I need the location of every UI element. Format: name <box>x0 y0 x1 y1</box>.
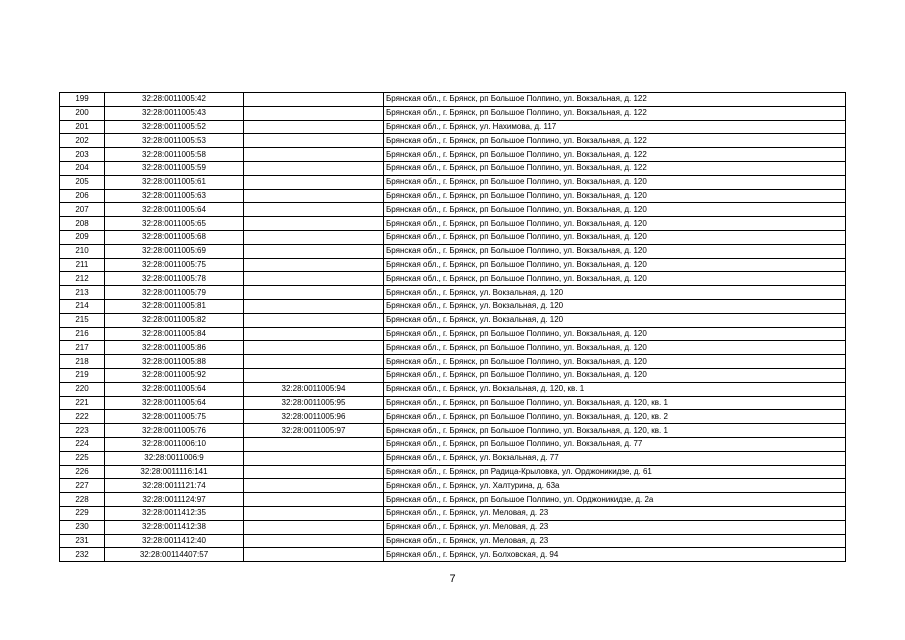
table-row <box>60 396 846 410</box>
row-number-cell: 212 <box>60 272 105 286</box>
address-cell: Брянская обл., г. Брянск, рп Большое Полпино, ул. Вокзальная, д. 120 <box>384 341 846 355</box>
secondary-cadastral-number-cell: 32:28:0011005:97 <box>244 424 384 438</box>
row-number-cell: 206 <box>60 189 105 203</box>
cadastral-number-cell: 32:28:0011005:53 <box>105 134 244 148</box>
row-number-cell: 221 <box>60 396 105 410</box>
row-number-cell: 199 <box>60 93 105 107</box>
secondary-cadastral-number-cell <box>244 189 384 203</box>
table-row <box>60 93 846 107</box>
register-table-body <box>60 93 846 562</box>
table-row <box>60 465 846 479</box>
row-number-cell: 207 <box>60 203 105 217</box>
secondary-cadastral-number-cell <box>244 534 384 548</box>
address-cell: Брянская обл., г. Брянск, рп Большое Полпино, ул. Вокзальная, д. 120 <box>384 175 846 189</box>
table-row <box>60 520 846 534</box>
cadastral-number-cell: 32:28:0011005:52 <box>105 120 244 134</box>
secondary-cadastral-number-cell <box>244 244 384 258</box>
cadastral-number-cell: 32:28:0011005:82 <box>105 313 244 327</box>
table-row <box>60 217 846 231</box>
cadastral-number-cell: 32:28:0011005:58 <box>105 148 244 162</box>
table-row <box>60 341 846 355</box>
cadastral-number-cell: 32:28:0011005:84 <box>105 327 244 341</box>
row-number-cell: 210 <box>60 244 105 258</box>
table-row <box>60 313 846 327</box>
row-number-cell: 229 <box>60 506 105 520</box>
cadastral-number-cell: 32:28:0011005:79 <box>105 286 244 300</box>
row-number-cell: 230 <box>60 520 105 534</box>
row-number-cell: 213 <box>60 286 105 300</box>
cadastral-number-cell: 32:28:0011005:61 <box>105 175 244 189</box>
table-row <box>60 355 846 369</box>
cadastral-number-cell: 32:28:0011005:69 <box>105 244 244 258</box>
table-row <box>60 134 846 148</box>
table-row <box>60 299 846 313</box>
table-row <box>60 479 846 493</box>
cadastral-number-cell: 32:28:0011005:64 <box>105 203 244 217</box>
secondary-cadastral-number-cell <box>244 106 384 120</box>
secondary-cadastral-number-cell <box>244 299 384 313</box>
table-row <box>60 506 846 520</box>
cadastral-number-cell: 32:28:0011005:78 <box>105 272 244 286</box>
secondary-cadastral-number-cell: 32:28:0011005:94 <box>244 382 384 396</box>
page-number: 7 <box>449 573 456 585</box>
table-row <box>60 189 846 203</box>
cadastral-number-cell: 32:28:0011005:64 <box>105 382 244 396</box>
secondary-cadastral-number-cell <box>244 520 384 534</box>
table-row <box>60 534 846 548</box>
cadastral-number-cell: 32:28:0011005:92 <box>105 368 244 382</box>
cadastral-number-cell: 32:28:0011121:74 <box>105 479 244 493</box>
address-cell: Брянская обл., г. Брянск, рп Большое Полпино, ул. Вокзальная, д. 120 <box>384 258 846 272</box>
table-row <box>60 437 846 451</box>
table-row <box>60 382 846 396</box>
row-number-cell: 204 <box>60 161 105 175</box>
address-cell: Брянская обл., г. Брянск, рп Большое Полпино, ул. Вокзальная, д. 120 <box>384 203 846 217</box>
row-number-cell: 222 <box>60 410 105 424</box>
cadastral-number-cell: 32:28:0011412:35 <box>105 506 244 520</box>
cadastral-number-cell: 32:28:0011005:86 <box>105 341 244 355</box>
secondary-cadastral-number-cell <box>244 479 384 493</box>
row-number-cell: 223 <box>60 424 105 438</box>
cadastral-number-cell: 32:28:0011116:141 <box>105 465 244 479</box>
cadastral-number-cell: 32:28:0011005:68 <box>105 230 244 244</box>
secondary-cadastral-number-cell <box>244 134 384 148</box>
address-cell: Брянская обл., г. Брянск, рп Большое Полпино, ул. Вокзальная, д. 122 <box>384 161 846 175</box>
secondary-cadastral-number-cell <box>244 493 384 507</box>
secondary-cadastral-number-cell <box>244 93 384 107</box>
row-number-cell: 232 <box>60 548 105 562</box>
cadastral-number-cell: 32:28:0011005:65 <box>105 217 244 231</box>
address-cell: Брянская обл., г. Брянск, рп Большое Полпино, ул. Вокзальная, д. 120 <box>384 355 846 369</box>
address-cell: Брянская обл., г. Брянск, рп Большое Полпино, ул. Вокзальная, д. 120 <box>384 189 846 203</box>
address-cell: Брянская обл., г. Брянск, рп Большое Полпино, ул. Вокзальная, д. 120, кв. 1 <box>384 424 846 438</box>
address-cell: Брянская обл., г. Брянск, рп Большое Полпино, ул. Вокзальная, д. 120, кв. 1 <box>384 396 846 410</box>
table-row <box>60 161 846 175</box>
row-number-cell: 228 <box>60 493 105 507</box>
cadastral-number-cell: 32:28:0011005:75 <box>105 258 244 272</box>
table-row <box>60 106 846 120</box>
address-cell: Брянская обл., г. Брянск, ул. Вокзальная, д. 120 <box>384 286 846 300</box>
table-row <box>60 175 846 189</box>
address-cell: Брянская обл., г. Брянск, ул. Болховская, д. 94 <box>384 548 846 562</box>
row-number-cell: 231 <box>60 534 105 548</box>
table-row <box>60 424 846 438</box>
secondary-cadastral-number-cell <box>244 341 384 355</box>
cadastral-number-cell: 32:28:00114407:57 <box>105 548 244 562</box>
row-number-cell: 209 <box>60 230 105 244</box>
secondary-cadastral-number-cell <box>244 506 384 520</box>
secondary-cadastral-number-cell <box>244 120 384 134</box>
cadastral-number-cell: 32:28:0011005:43 <box>105 106 244 120</box>
address-cell: Брянская обл., г. Брянск, рп Большое Полпино, ул. Вокзальная, д. 120 <box>384 217 846 231</box>
table-row <box>60 120 846 134</box>
secondary-cadastral-number-cell <box>244 230 384 244</box>
row-number-cell: 224 <box>60 437 105 451</box>
row-number-cell: 220 <box>60 382 105 396</box>
row-number-cell: 219 <box>60 368 105 382</box>
secondary-cadastral-number-cell <box>244 217 384 231</box>
secondary-cadastral-number-cell <box>244 451 384 465</box>
address-cell: Брянская обл., г. Брянск, рп Радица-Крыловка, ул. Орджоникидзе, д. 61 <box>384 465 846 479</box>
address-cell: Брянская обл., г. Брянск, рп Большое Полпино, ул. Орджоникидзе, д. 2а <box>384 493 846 507</box>
address-cell: Брянская обл., г. Брянск, рп Большое Полпино, ул. Вокзальная, д. 122 <box>384 106 846 120</box>
address-cell: Брянская обл., г. Брянск, ул. Меловая, д. 23 <box>384 506 846 520</box>
secondary-cadastral-number-cell <box>244 272 384 286</box>
table-row <box>60 244 846 258</box>
address-cell: Брянская обл., г. Брянск, рп Большое Полпино, ул. Вокзальная, д. 122 <box>384 134 846 148</box>
table-row <box>60 368 846 382</box>
cadastral-number-cell: 32:28:0011412:38 <box>105 520 244 534</box>
property-register-table <box>59 92 846 562</box>
cadastral-number-cell: 32:28:0011005:76 <box>105 424 244 438</box>
cadastral-number-cell: 32:28:0011006:10 <box>105 437 244 451</box>
address-cell: Брянская обл., г. Брянск, рп Большое Полпино, ул. Вокзальная, д. 122 <box>384 93 846 107</box>
secondary-cadastral-number-cell <box>244 327 384 341</box>
address-cell: Брянская обл., г. Брянск, рп Большое Полпино, ул. Вокзальная, д. 120, кв. 2 <box>384 410 846 424</box>
row-number-cell: 200 <box>60 106 105 120</box>
table-row <box>60 286 846 300</box>
secondary-cadastral-number-cell <box>244 437 384 451</box>
cadastral-number-cell: 32:28:0011005:88 <box>105 355 244 369</box>
secondary-cadastral-number-cell <box>244 148 384 162</box>
address-cell: Брянская обл., г. Брянск, ул. Вокзальная, д. 120 <box>384 299 846 313</box>
address-cell: Брянская обл., г. Брянск, рп Большое Полпино, ул. Вокзальная, д. 120 <box>384 272 846 286</box>
secondary-cadastral-number-cell: 32:28:0011005:95 <box>244 396 384 410</box>
address-cell: Брянская обл., г. Брянск, рп Большое Полпино, ул. Вокзальная, д. 77 <box>384 437 846 451</box>
secondary-cadastral-number-cell <box>244 258 384 272</box>
secondary-cadastral-number-cell <box>244 368 384 382</box>
address-cell: Брянская обл., г. Брянск, ул. Нахимова, д. 117 <box>384 120 846 134</box>
row-number-cell: 217 <box>60 341 105 355</box>
secondary-cadastral-number-cell <box>244 313 384 327</box>
row-number-cell: 211 <box>60 258 105 272</box>
row-number-cell: 226 <box>60 465 105 479</box>
cadastral-number-cell: 32:28:0011412:40 <box>105 534 244 548</box>
row-number-cell: 208 <box>60 217 105 231</box>
secondary-cadastral-number-cell <box>244 203 384 217</box>
row-number-cell: 215 <box>60 313 105 327</box>
table-row <box>60 230 846 244</box>
secondary-cadastral-number-cell <box>244 286 384 300</box>
table-row <box>60 203 846 217</box>
table-row <box>60 258 846 272</box>
row-number-cell: 227 <box>60 479 105 493</box>
cadastral-number-cell: 32:28:0011005:81 <box>105 299 244 313</box>
secondary-cadastral-number-cell <box>244 465 384 479</box>
table-row <box>60 327 846 341</box>
table-row <box>60 272 846 286</box>
address-cell: Брянская обл., г. Брянск, ул. Вокзальная, д. 120 <box>384 313 846 327</box>
secondary-cadastral-number-cell <box>244 355 384 369</box>
table-row <box>60 548 846 562</box>
row-number-cell: 202 <box>60 134 105 148</box>
address-cell: Брянская обл., г. Брянск, рп Большое Полпино, ул. Вокзальная, д. 122 <box>384 148 846 162</box>
row-number-cell: 218 <box>60 355 105 369</box>
table-row <box>60 493 846 507</box>
table-row <box>60 148 846 162</box>
cadastral-number-cell: 32:28:0011124:97 <box>105 493 244 507</box>
address-cell: Брянская обл., г. Брянск, ул. Меловая, д. 23 <box>384 520 846 534</box>
address-cell: Брянская обл., г. Брянск, ул. Вокзальная, д. 120, кв. 1 <box>384 382 846 396</box>
row-number-cell: 216 <box>60 327 105 341</box>
address-cell: Брянская обл., г. Брянск, ул. Халтурина, д. 63а <box>384 479 846 493</box>
address-cell: Брянская обл., г. Брянск, ул. Меловая, д. 23 <box>384 534 846 548</box>
address-cell: Брянская обл., г. Брянск, рп Большое Полпино, ул. Вокзальная, д. 120 <box>384 327 846 341</box>
secondary-cadastral-number-cell <box>244 548 384 562</box>
cadastral-number-cell: 32:28:0011005:42 <box>105 93 244 107</box>
secondary-cadastral-number-cell <box>244 175 384 189</box>
cadastral-number-cell: 32:28:0011005:75 <box>105 410 244 424</box>
address-cell: Брянская обл., г. Брянск, рп Большое Полпино, ул. Вокзальная, д. 120 <box>384 230 846 244</box>
table-row <box>60 451 846 465</box>
row-number-cell: 214 <box>60 299 105 313</box>
address-cell: Брянская обл., г. Брянск, рп Большое Полпино, ул. Вокзальная, д. 120 <box>384 244 846 258</box>
row-number-cell: 225 <box>60 451 105 465</box>
secondary-cadastral-number-cell: 32:28:0011005:96 <box>244 410 384 424</box>
address-cell: Брянская обл., г. Брянск, ул. Вокзальная, д. 77 <box>384 451 846 465</box>
row-number-cell: 205 <box>60 175 105 189</box>
cadastral-number-cell: 32:28:0011005:59 <box>105 161 244 175</box>
table-row <box>60 410 846 424</box>
row-number-cell: 203 <box>60 148 105 162</box>
secondary-cadastral-number-cell <box>244 161 384 175</box>
row-number-cell: 201 <box>60 120 105 134</box>
cadastral-number-cell: 32:28:0011005:63 <box>105 189 244 203</box>
cadastral-number-cell: 32:28:0011005:64 <box>105 396 244 410</box>
address-cell: Брянская обл., г. Брянск, рп Большое Полпино, ул. Вокзальная, д. 120 <box>384 368 846 382</box>
cadastral-number-cell: 32:28:0011006:9 <box>105 451 244 465</box>
